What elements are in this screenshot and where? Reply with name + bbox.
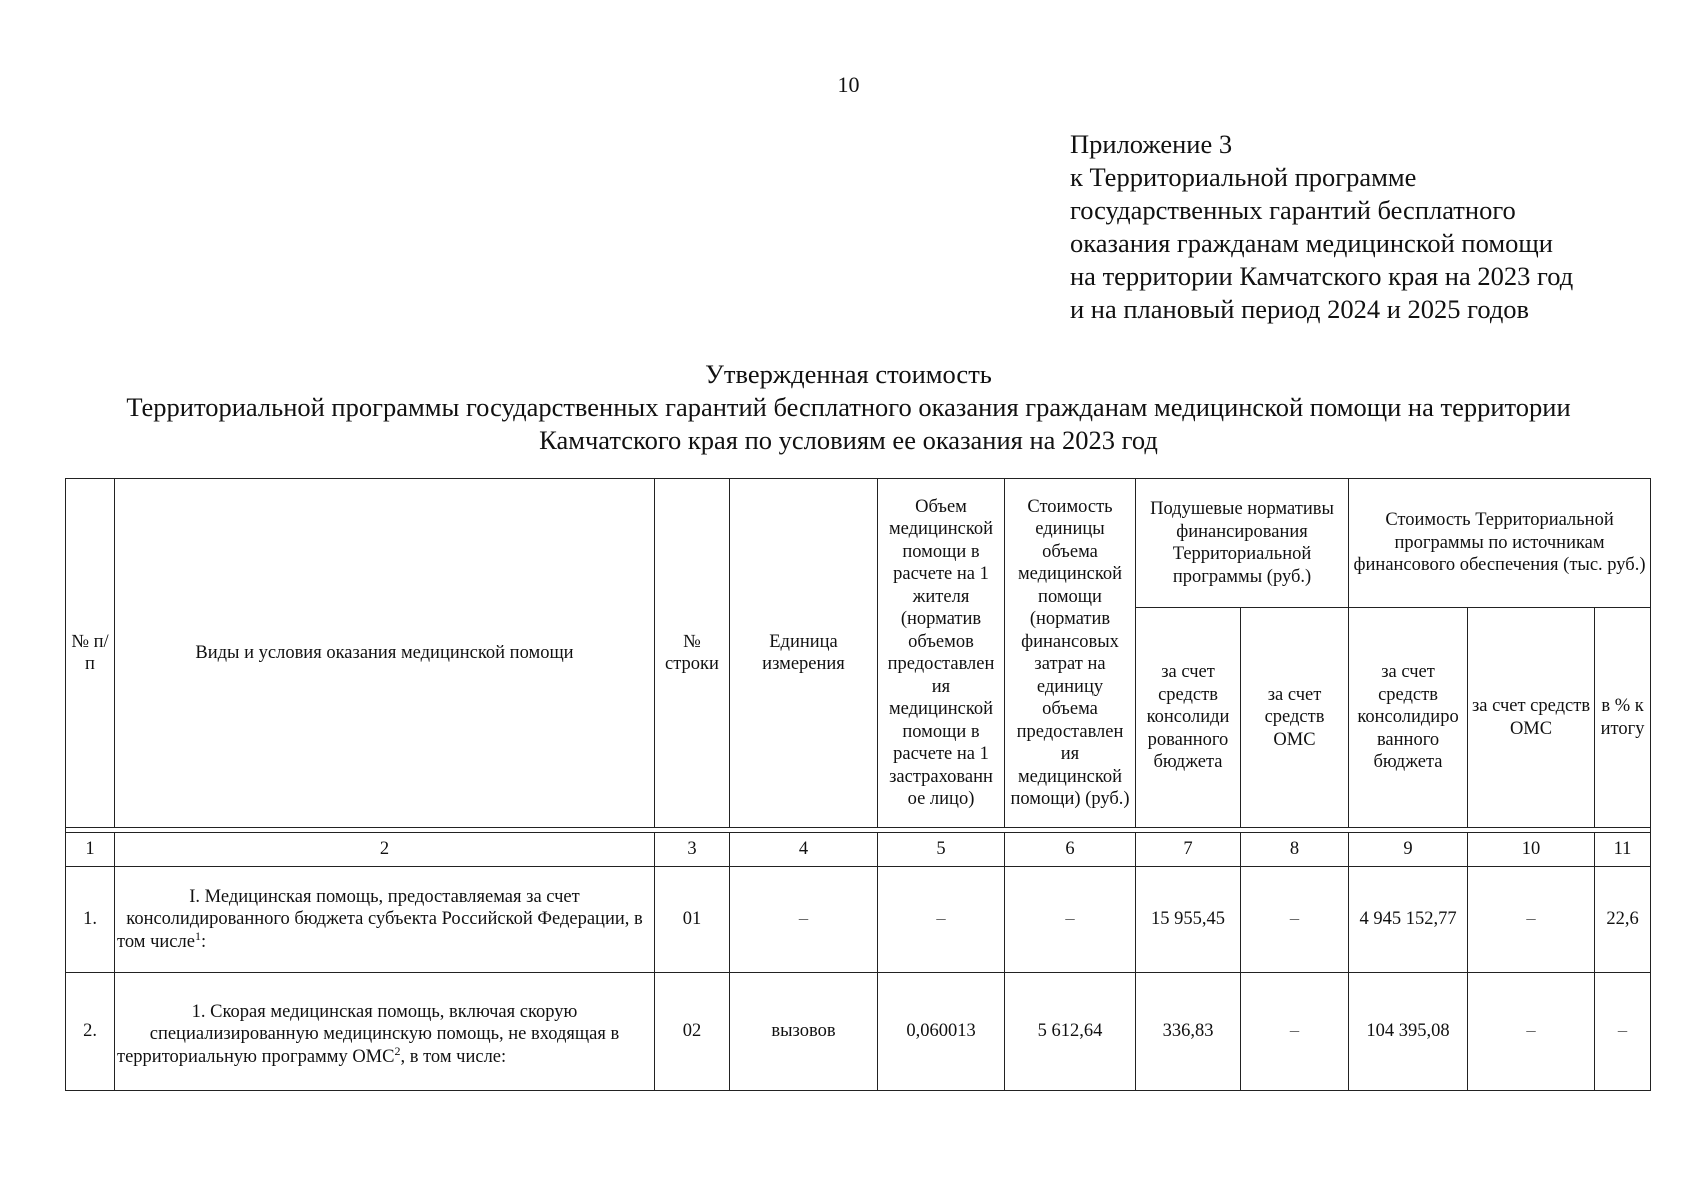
header-num: № п/п: [66, 479, 115, 828]
row-num: 1.: [66, 867, 115, 973]
table-row: [66, 973, 1651, 1091]
column-number: 5: [878, 833, 1005, 867]
header-pc-oms: за счет средств ОМС: [1241, 608, 1349, 828]
row-name-suffix: , в том числе:: [400, 1046, 507, 1067]
row-unit: –: [730, 867, 878, 973]
row-pc-oms: –: [1241, 867, 1349, 973]
row-line-number: 01: [655, 867, 730, 973]
header-kinds: Виды и условия оказания медицинской помощи: [115, 479, 655, 828]
column-number: 2: [115, 833, 655, 867]
page-number: 10: [837, 72, 860, 97]
header-unit: Единица измерения: [730, 479, 878, 828]
column-number: 11: [1595, 833, 1651, 867]
appendix-line: Приложение 3: [1070, 129, 1233, 159]
row-volume: –: [878, 867, 1005, 973]
header-cost-budget: за счет средств консолидиро ванного бюджета: [1349, 608, 1468, 828]
column-number: 9: [1349, 833, 1468, 867]
row-cost-oms: –: [1468, 867, 1595, 973]
row-cost-budget: 4 945 152,77: [1349, 867, 1468, 973]
title-line: Камчатского края по условиям ее оказания на 2023 год: [539, 425, 1158, 455]
column-number: 6: [1005, 833, 1136, 867]
column-number: 8: [1241, 833, 1349, 867]
appendix-line: оказания гражданам медицинской помощи: [1070, 228, 1553, 258]
column-number: 7: [1136, 833, 1241, 867]
row-percent: –: [1595, 973, 1651, 1091]
row-percent: 22,6: [1595, 867, 1651, 973]
column-number: 4: [730, 833, 878, 867]
row-name: [115, 867, 655, 973]
title-line: Территориальной программы государственных гарантий бесплатного оказания гражданам медицинской помощи на территории: [126, 392, 1571, 422]
row-cost-unit: 5 612,64: [1005, 973, 1136, 1091]
header-program-cost: Стоимость Территориальной программы по источникам финансового обеспечения (тыс. руб.): [1349, 479, 1651, 608]
header-per-capita: Подушевые нормативы финансирования Территориальной программы (руб.): [1136, 479, 1349, 608]
column-number: 1: [66, 833, 115, 867]
title-line: Утвержденная стоимость: [705, 359, 992, 389]
footnote-marker: 2: [394, 1043, 401, 1058]
appendix-line: на территории Камчатского края на 2023 год: [1070, 261, 1574, 291]
row-pc-budget: 336,83: [1136, 973, 1241, 1091]
column-number-row: [66, 833, 1651, 867]
header-cost-unit: Стоимость единицы объема медицинской помощи (норматив финансовых затрат на единицу объема предоставлен ия медицинской помощи) (руб.): [1005, 479, 1136, 828]
header-row-no: № строки: [655, 479, 730, 828]
row-unit: вызовов: [730, 973, 878, 1091]
document-title: [0, 358, 1697, 457]
table-row: [66, 867, 1651, 973]
row-cost-budget: 104 395,08: [1349, 973, 1468, 1091]
header-cost-oms: за счет средств ОМС: [1468, 608, 1595, 828]
row-name-suffix: :: [200, 931, 207, 952]
header-volume: Объем медицинской помощи в расчете на 1 жителя (норматив объемов предоставлен ия медицинской помощи в расчете на 1 застрахованн ое лицо): [878, 479, 1005, 828]
header-row: [66, 479, 1651, 608]
row-cost-oms: –: [1468, 973, 1595, 1091]
appendix-line: государственных гарантий бесплатного: [1070, 195, 1516, 225]
row-name-text: I. Медицинская помощь, предоставляемая за счет консолидированного бюджета субъекта Российской Федерации, в том числе: [117, 886, 643, 952]
row-name-text: 1. Скорая медицинская помощь, включая скорую специализированную медицинскую помощь, не входящая в территориальную программу ОМС: [117, 1001, 620, 1067]
row-num: 2.: [66, 973, 115, 1091]
appendix-line: и на плановый период 2024 и 2025 годов: [1070, 294, 1530, 324]
header-percent: в % к итогу: [1595, 608, 1651, 828]
header-pc-budget: за счет средств консолиди рованного бюджета: [1136, 608, 1241, 828]
appendix-line: к Территориальной программе: [1070, 162, 1417, 192]
row-name: [115, 973, 655, 1091]
column-number: 10: [1468, 833, 1595, 867]
row-line-number: 02: [655, 973, 730, 1091]
row-pc-budget: 15 955,45: [1136, 867, 1241, 973]
row-volume: 0,060013: [878, 973, 1005, 1091]
row-pc-oms: –: [1241, 973, 1349, 1091]
appendix-block: [1070, 128, 1573, 326]
footnote-marker: 1: [194, 928, 201, 943]
cost-table: [65, 478, 1651, 1091]
row-cost-unit: –: [1005, 867, 1136, 973]
column-number: 3: [655, 833, 730, 867]
